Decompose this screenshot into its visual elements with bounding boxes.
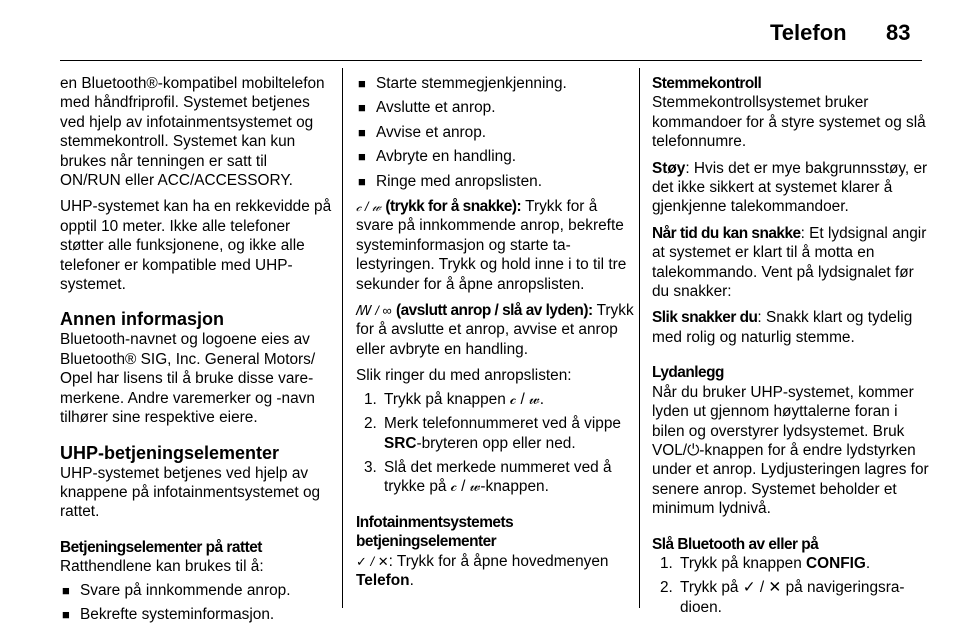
answer-button-description [356, 197, 634, 294]
end-button-text: Trykk for å avslutte et anrop, avvise et anrop eller avbryte en handling. [356, 302, 634, 358]
steering-intro: Ratthendlene kan brukes til å: [60, 558, 264, 576]
uhp-controls-paragraph: UHP-systemet betjenes ved hjelp av knappene på infotainmentsystemet og rattet. [60, 464, 321, 521]
trademark-paragraph: Bluetooth-navnet og logoene eies av Bluetooth® SIG, Inc. General Motors/ Opel har lisens til å bruke disse varemerkene. Andre varemerker og -navn tilhører sine respektive eiere. [60, 331, 316, 427]
heading-steering-controls: Betjeningselementer på rattet [60, 538, 262, 556]
end-button-description [356, 301, 634, 359]
list-item: 2. Merk telefonnummeret ved å vippe SRC-bryteren opp eller ned. [364, 415, 621, 452]
heading-uhp-controls: UHP-betjeningselementer [60, 442, 280, 463]
heading-bluetooth-toggle: Slå Bluetooth av eller på [652, 535, 819, 553]
list-item: ■ Starte stemmegjenkjenning. [356, 74, 634, 93]
list-item: 2. Trykk på ✓ / ✕ på navigeringsradioen. [660, 579, 905, 616]
list-item: ■ Avbryte en handling. [356, 147, 634, 166]
audio-system-paragraph: Når du bruker UHP-systemet, kommer lyden ut gjennom høyttalerne foran i bilen og overstyrer lydsystemet. Bruk VOL/⏻-knappen for å endre lydstyrken under et anrop. Lydjusteringen lagres for senere anrop. Systemet beholder et minimum lydnivå. [652, 383, 929, 518]
page-number: 83 [886, 20, 911, 45]
phone-end-icon: ꟿ / ∞ [356, 303, 392, 319]
heading-infotainment-controls: Infotainmentsystemets betjeningselementer [356, 513, 514, 551]
check-cross-icon: ✓ / ✕ [356, 553, 389, 569]
column-2 [356, 74, 634, 597]
call-list-intro: Slik ringer du med anropslisten: [356, 367, 572, 385]
home-button-description: ✓ / ✕: Trykk for å åpne hovedmenyen Telefon. [356, 552, 609, 589]
list-item: 3. Slå det merkede nummeret ved å trykke på 𝒸 / 𝓌-knappen. [364, 458, 612, 496]
list-item: 1. Trykk på knappen 𝒸 / 𝓌. [364, 390, 544, 408]
voice-control-paragraph: Stemmekontrollsystemet bruker kommandoer for å styre systemet og slå telefonnumre. [652, 94, 926, 151]
intro-paragraph: en Bluetooth®-kompatibel mobiltelefon med håndfriprofil. Systemet betjenes ved hjelp av infotainmentsystemet og stemmekontroll. Systemet kan kun brukes når tenningen er satt til ON/RUN eller ACC/ACCESSORY. [60, 75, 325, 190]
list-item: ■ Bekrefte systeminformasjon. [60, 605, 332, 624]
phone-answer-icon: 𝒸 / 𝓌 [356, 199, 382, 215]
column-divider-2 [639, 68, 640, 608]
list-item: 1. Trykk på knappen CONFIG. [660, 554, 871, 572]
telefon-menu-label: Telefon [356, 571, 410, 589]
when-to-speak-paragraph: Når tid du kan snakke: Et lydsignal angir at systemet er klart til å motta en talekommando. Vent på lydsignalet før du snakker: [652, 224, 927, 301]
list-item: ■ Avslutte et anrop. [356, 98, 634, 117]
answer-button-label: (trykk for å snakke): [385, 198, 522, 216]
list-item: ■ Avvise et anrop. [356, 123, 634, 142]
header-rule [60, 60, 922, 61]
call-list-steps [356, 390, 634, 497]
noise-paragraph: Støy: Hvis det er mye bakgrunnsstøy, er det ikke sikkert at systemet klarer å gjenkjenne talekommandoer. [652, 159, 928, 216]
heading-annen-informasjon: Annen informasjon [60, 309, 225, 330]
column-divider-1 [342, 68, 343, 608]
end-button-label: (avslutt anrop / slå av lyden): [395, 302, 593, 320]
column-3 [652, 74, 930, 624]
home-button-text: : Trykk for å åpne hovedmenyen [388, 552, 609, 570]
range-paragraph: UHP-systemet kan ha en rekkevidde på opptil 10 meter. Ikke alle telefoner støtter alle funksjonene, og ikke alle telefoner er kompatible med UHP-systemet. [60, 198, 332, 294]
answer-button-text: Trykk for å svare på innkommende anrop, bekrefte systeminformasjon og starte talestyringen. Trykk og hold inne i to til tre sekunder for å åpne anropslisten. [356, 198, 627, 293]
list-item: ■ Ringe med anropslisten. [356, 172, 634, 191]
page-header-title: Telefon [770, 20, 847, 45]
heading-voice-control: Stemmekontroll [652, 75, 762, 92]
how-to-speak-paragraph: Slik snakker du: Snakk klart og tydelig med rolig og naturlig stemme. [652, 309, 913, 346]
function-bullet-list [356, 74, 634, 191]
steering-bullet-list [60, 581, 332, 625]
list-item: ■ Svare på innkommende anrop. [60, 581, 332, 600]
heading-audio-system: Lydanlegg [652, 364, 724, 382]
column-1 [60, 74, 332, 629]
bluetooth-steps [652, 554, 930, 617]
